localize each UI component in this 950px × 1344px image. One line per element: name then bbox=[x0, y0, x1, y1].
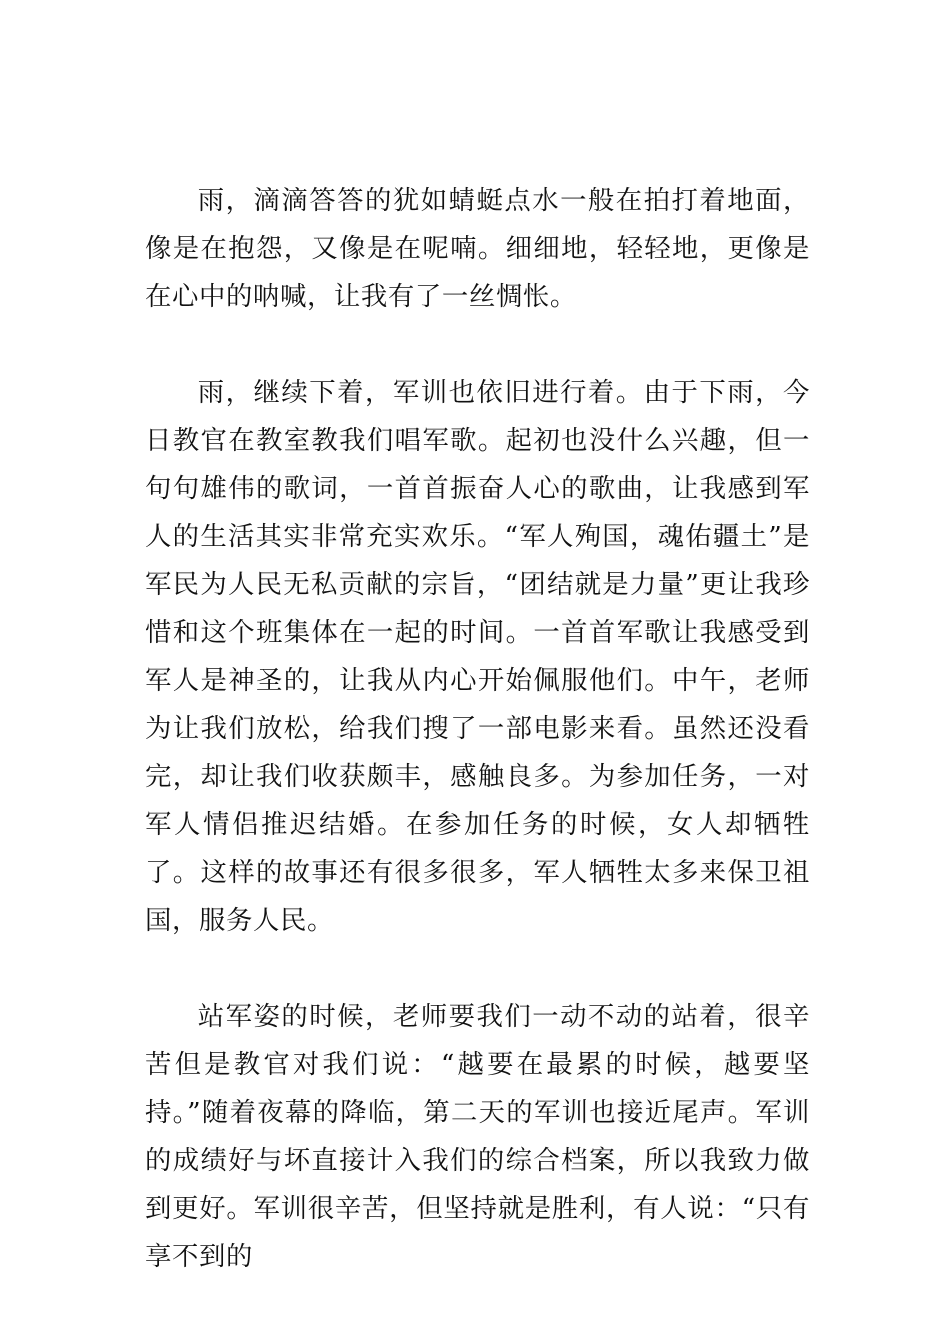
document-body bbox=[145, 177, 810, 1281]
paragraph-1: 雨，滴滴答答的犹如蜻蜓点水一般在拍打着地面，像是在抱怨，又像是在呢喃。细细地，轻轻地，更像是在心中的呐喊，让我有了一丝惆怅。 bbox=[145, 185, 810, 312]
paragraph-gap bbox=[145, 321, 810, 369]
paragraph-2: 雨，继续下着，军训也依旧进行着。由于下雨，今日教官在教室教我们唱军歌。起初也没什么兴趣，但一句句雄伟的歌词，一首首振奋人心的歌曲，让我感到军人的生活其实非常充实欢乐。“军人殉国，魂佑疆土”是军民为人民无私贡献的宗旨，“团结就是力量”更让我珍惜和这个班集体在一起的时间。一首首军歌让我感受到军人是神圣的，让我从内心开始佩服他们。中午，老师为让我们放松，给我们搜了一部电影来看。虽然还没看完，却让我们收获颇丰，感触良多。为参加任务，一对军人情侣推迟结婚。在参加任务的时候，女人却牺牲了。这样的故事还有很多很多，军人牺牲太多来保卫祖国，服务人民。 bbox=[145, 377, 810, 936]
paragraph-3: 站军姿的时候，老师要我们一动不动的站着，很辛苦但是教官对我们说：“越要在最累的时候，越要坚持。”随着夜幕的降临，第二天的军训也接近尾声。军训的成绩好与坏直接计入我们的综合档案，所以我致力做到更好。军训很辛苦，但坚持就是胜利，有人说：“只有享不到的 bbox=[145, 1001, 810, 1272]
paragraph-gap bbox=[145, 945, 810, 993]
